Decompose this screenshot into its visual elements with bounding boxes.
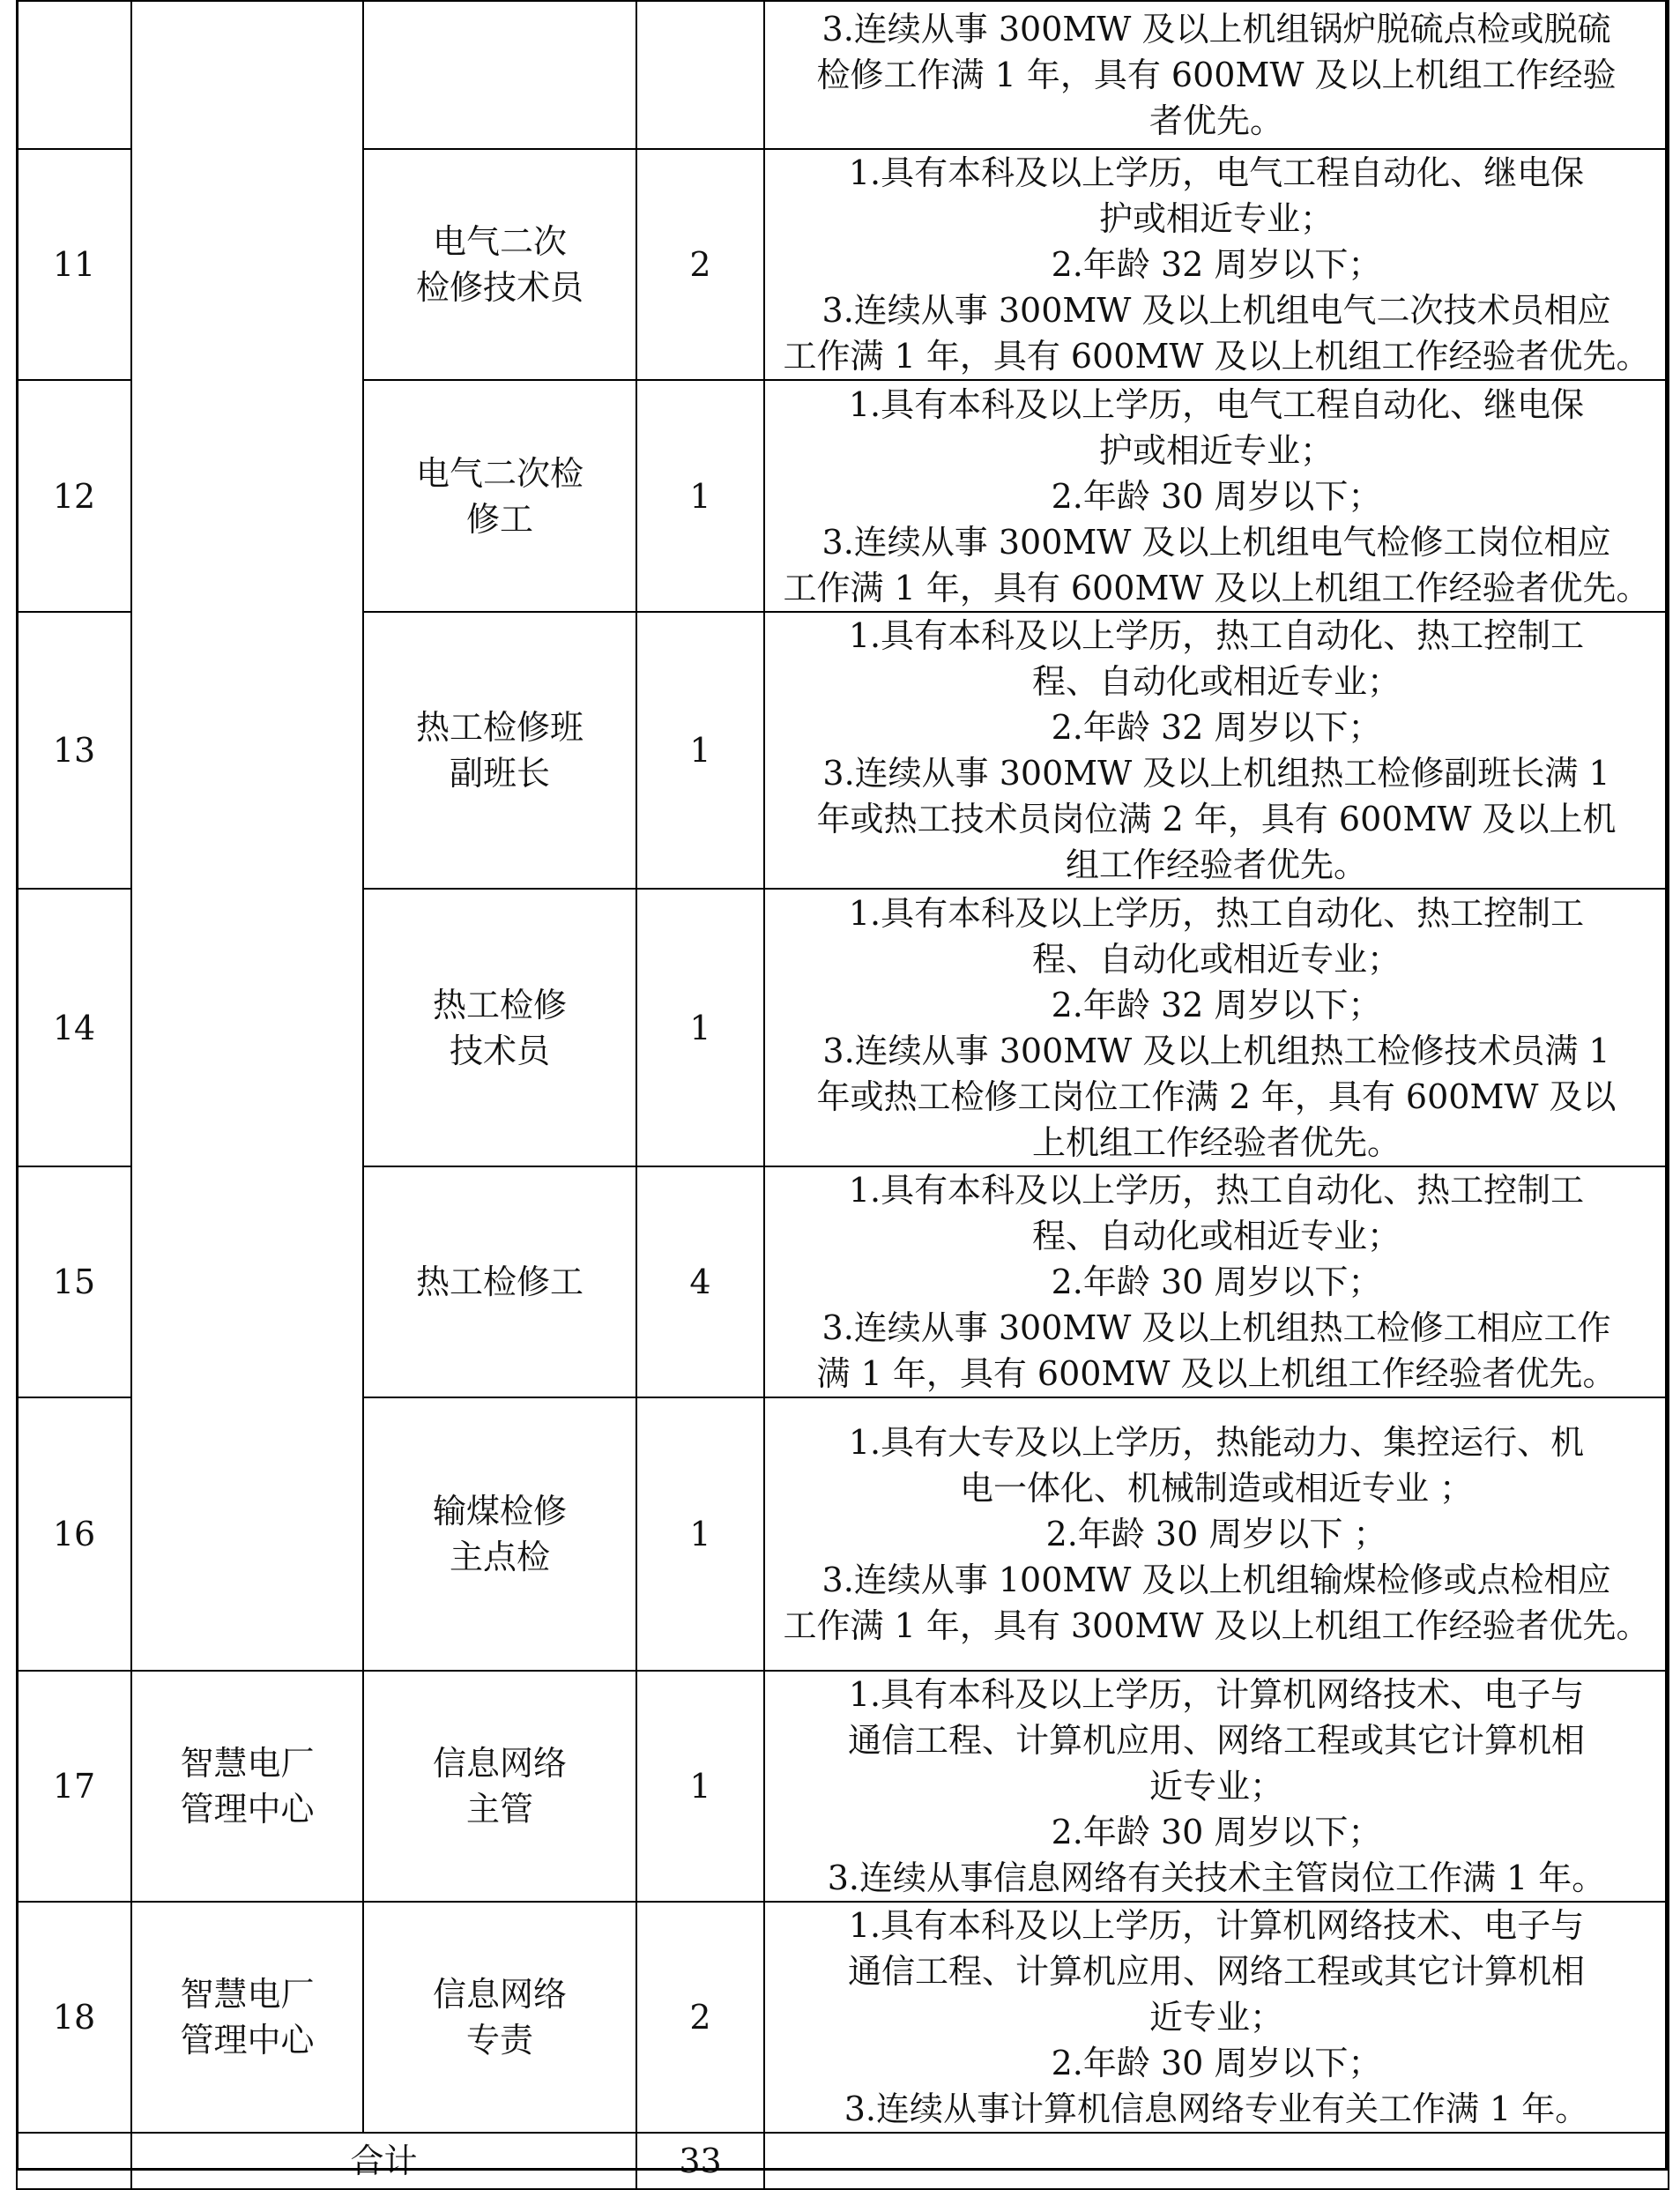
headcount: 1 bbox=[636, 889, 764, 1166]
row-number: 14 bbox=[17, 889, 131, 1166]
requirements-cell bbox=[764, 380, 1669, 612]
requirement-line: 工作满 1 年，具有 600MW 及以上机组工作经验者优先。 bbox=[783, 568, 1650, 607]
requirement-line: 护或相近专业； bbox=[1098, 199, 1334, 238]
requirement-line: 1.具有本科及以上学历，电气工程自动化、继电保 bbox=[848, 153, 1585, 192]
requirements-cell bbox=[764, 1166, 1669, 1397]
total-blank-cell bbox=[764, 2133, 1669, 2189]
requirement-line: 组工作经验者优先。 bbox=[1065, 845, 1367, 884]
department-cell: 智慧电厂 管理中心 bbox=[131, 1671, 363, 1902]
requirement-line: 1.具有本科及以上学历，电气工程自动化、继电保 bbox=[848, 384, 1585, 424]
requirement-line: 3.连续从事 300MW 及以上机组电气二次技术员相应 bbox=[821, 291, 1611, 330]
requirement-line: 3.连续从事 300MW 及以上机组热工检修技术员满 1 bbox=[822, 1031, 1610, 1070]
requirement-line: 通信工程、计算机应用、网络工程或其它计算机相 bbox=[847, 1721, 1585, 1760]
position-name: 电气二次检 修工 bbox=[363, 380, 636, 612]
headcount bbox=[636, 1, 764, 149]
requirement-line: 近专业； bbox=[1148, 1998, 1283, 2037]
headcount: 2 bbox=[636, 1902, 764, 2133]
requirement-line: 程、自动化或相近专业； bbox=[1031, 1217, 1401, 1255]
requirement-line: 满 1 年，具有 600MW 及以上机组工作经验者优先。 bbox=[816, 1354, 1617, 1393]
requirements-cell bbox=[764, 149, 1669, 380]
requirements-cell bbox=[764, 612, 1669, 889]
row-number: 11 bbox=[17, 149, 131, 380]
requirement-line: 者优先。 bbox=[1148, 101, 1283, 140]
requirements-cell bbox=[764, 1902, 1669, 2133]
requirement-line: 3.连续从事 100MW 及以上机组输煤检修或点检相应 bbox=[821, 1561, 1611, 1599]
requirement-line: 年或热工技术员岗位满 2 年，具有 600MW 及以上机 bbox=[816, 800, 1617, 838]
position-name: 热工检修班 副班长 bbox=[363, 612, 636, 889]
requirement-line: 2.年龄 30 周岁以下； bbox=[1051, 2044, 1382, 2082]
requirement-line: 1.具有本科及以上学历，计算机网络技术、电子与 bbox=[848, 1675, 1585, 1714]
table-row bbox=[17, 1671, 1669, 1902]
requirement-line: 程、自动化或相近专业； bbox=[1031, 939, 1401, 979]
requirement-line: 2.年龄 30 周岁以下 ； bbox=[1045, 1515, 1387, 1553]
requirement-line: 2.年龄 30 周岁以下； bbox=[1051, 1263, 1382, 1301]
requirement-line: 2.年龄 32 周岁以下； bbox=[1051, 245, 1382, 284]
requirement-line: 检修工作满 1 年，具有 600MW 及以上机组工作经验 bbox=[816, 56, 1617, 94]
requirement-line: 3.连续从事信息网络有关技术主管岗位工作满 1 年。 bbox=[827, 1859, 1606, 1897]
row-number: 18 bbox=[17, 1902, 131, 2133]
requirement-line: 2.年龄 32 周岁以下； bbox=[1051, 985, 1382, 1024]
requirement-line: 1.具有本科及以上学历，热工自动化、热工控制工 bbox=[848, 893, 1585, 933]
total-label: 合计 bbox=[131, 2133, 636, 2189]
position-name: 信息网络 专责 bbox=[363, 1902, 636, 2133]
table-row bbox=[17, 1902, 1669, 2133]
requirement-line: 2.年龄 30 周岁以下； bbox=[1051, 1813, 1382, 1851]
total-count: 33 bbox=[636, 2133, 764, 2189]
requirements-cell bbox=[764, 1397, 1669, 1671]
row-number: 15 bbox=[17, 1166, 131, 1397]
requirement-line: 上机组工作经验者优先。 bbox=[1031, 1122, 1401, 1162]
headcount: 4 bbox=[636, 1166, 764, 1397]
headcount: 1 bbox=[636, 1397, 764, 1671]
requirement-line: 3.连续从事 300MW 及以上机组热工检修副班长满 1 bbox=[822, 754, 1610, 793]
headcount: 1 bbox=[636, 1671, 764, 1902]
requirements-cell bbox=[764, 1, 1669, 149]
headcount: 1 bbox=[636, 380, 764, 612]
requirement-line: 通信工程、计算机应用、网络工程或其它计算机相 bbox=[847, 1952, 1585, 1991]
requirement-line: 2.年龄 32 周岁以下； bbox=[1051, 708, 1382, 747]
requirement-line: 1.具有本科及以上学历，计算机网络技术、电子与 bbox=[848, 1906, 1585, 1945]
requirement-line: 1.具有本科及以上学历，热工自动化、热工控制工 bbox=[848, 616, 1585, 655]
department-cell: 智慧电厂 管理中心 bbox=[131, 1902, 363, 2133]
requirement-line: 3.连续从事 300MW 及以上机组锅炉脱硫点检或脱硫 bbox=[821, 10, 1611, 48]
requirement-line: 电一体化、机械制造或相近专业 ； bbox=[959, 1469, 1474, 1508]
requirement-line: 近专业； bbox=[1148, 1767, 1283, 1806]
position-name bbox=[363, 1, 636, 149]
headcount: 2 bbox=[636, 149, 764, 380]
recruitment-table bbox=[16, 0, 1669, 2190]
requirement-line: 2.年龄 30 周岁以下； bbox=[1051, 476, 1382, 516]
requirement-line: 1.具有本科及以上学历，热工自动化、热工控制工 bbox=[848, 1171, 1585, 1210]
position-name: 热工检修工 bbox=[363, 1166, 636, 1397]
position-name: 热工检修 技术员 bbox=[363, 889, 636, 1166]
table-row bbox=[17, 1, 1669, 149]
requirement-line: 3.连续从事计算机信息网络专业有关工作满 1 年。 bbox=[844, 2089, 1589, 2128]
row-number bbox=[17, 1, 131, 149]
position-name: 电气二次 检修技术员 bbox=[363, 149, 636, 380]
department-cell bbox=[131, 1, 363, 1671]
total-blank-cell bbox=[17, 2133, 131, 2189]
row-number: 12 bbox=[17, 380, 131, 612]
requirement-line: 3.连续从事 300MW 及以上机组电气检修工岗位相应 bbox=[821, 522, 1611, 562]
requirement-line: 年或热工检修工岗位工作满 2 年，具有 600MW 及以 bbox=[816, 1076, 1617, 1116]
position-name: 信息网络 主管 bbox=[363, 1671, 636, 1902]
row-number: 16 bbox=[17, 1397, 131, 1671]
row-number: 13 bbox=[17, 612, 131, 889]
requirement-line: 程、自动化或相近专业； bbox=[1031, 662, 1401, 701]
headcount: 1 bbox=[636, 612, 764, 889]
position-name: 输煤检修 主点检 bbox=[363, 1397, 636, 1671]
requirement-line: 3.连续从事 300MW 及以上机组热工检修工相应工作 bbox=[821, 1308, 1611, 1347]
requirements-cell bbox=[764, 889, 1669, 1166]
requirement-line: 工作满 1 年，具有 300MW 及以上机组工作经验者优先。 bbox=[783, 1606, 1650, 1645]
requirement-line: 工作满 1 年，具有 600MW 及以上机组工作经验者优先。 bbox=[783, 337, 1650, 376]
requirement-line: 1.具有大专及以上学历，热能动力、集控运行、机 bbox=[848, 1423, 1585, 1462]
requirement-line: 护或相近专业； bbox=[1098, 430, 1334, 470]
requirements-cell bbox=[764, 1671, 1669, 1902]
row-number: 17 bbox=[17, 1671, 131, 1902]
total-row bbox=[17, 2133, 1669, 2189]
